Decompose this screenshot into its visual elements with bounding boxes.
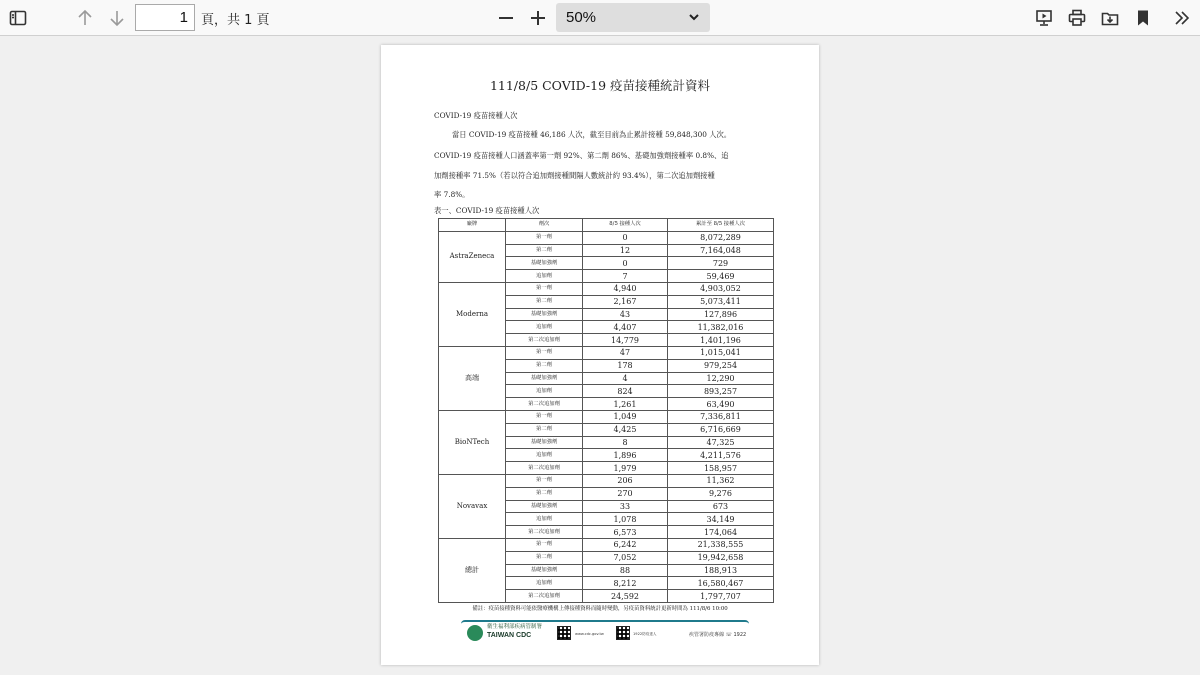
paragraph-line: 加劑接種率 71.5%（若以符合追加劑接種間隔人數統計約 93.4%），第二次追加劑接種 <box>434 171 715 180</box>
phone-icon: ☏ <box>725 632 732 638</box>
daily-count-cell: 4,407 <box>583 321 668 334</box>
table-row <box>439 538 774 551</box>
dose-cell: 基礎加強劑 <box>506 436 583 449</box>
footer-banner <box>461 620 749 643</box>
dose-cell: 追加劑 <box>506 449 583 462</box>
dose-cell: 追加劑 <box>506 385 583 398</box>
cumulative-count-cell: 8,072,289 <box>668 231 774 244</box>
cumulative-count-cell: 158,957 <box>668 462 774 475</box>
dose-cell: 第一劑 <box>506 410 583 423</box>
dose-cell: 第二次追加劑 <box>506 398 583 411</box>
brand-cell: 高端 <box>439 346 506 410</box>
cumulative-count-cell: 979,254 <box>668 359 774 372</box>
cumulative-count-cell: 893,257 <box>668 385 774 398</box>
zoom-select[interactable] <box>556 3 710 32</box>
document-page <box>381 45 819 665</box>
daily-count-cell: 1,078 <box>583 513 668 526</box>
cumulative-count-cell: 1,401,196 <box>668 334 774 347</box>
cumulative-count-cell: 47,325 <box>668 436 774 449</box>
cumulative-count-cell: 127,896 <box>668 308 774 321</box>
daily-count-cell: 14,779 <box>583 334 668 347</box>
daily-count-cell: 88 <box>583 564 668 577</box>
brand-cell: Moderna <box>439 282 506 346</box>
presentation-icon[interactable] <box>1030 4 1058 32</box>
chevron-down-icon <box>688 11 700 23</box>
daily-count-cell: 1,979 <box>583 462 668 475</box>
cumulative-count-cell: 1,015,041 <box>668 346 774 359</box>
dose-cell: 基礎加強劑 <box>506 500 583 513</box>
cumulative-count-cell: 21,338,555 <box>668 538 774 551</box>
cumulative-count-cell: 4,211,576 <box>668 449 774 462</box>
minus-icon[interactable] <box>492 4 520 32</box>
dose-cell: 第二劑 <box>506 423 583 436</box>
daily-count-cell: 270 <box>583 487 668 500</box>
table-note: 備註：疫苗接種資料可能依醫療機構上傳接種資料而隨時變動，另疫苗資料統計更新時間為 111/8/6 10:00 <box>472 606 728 612</box>
brand-cell: Novavax <box>439 474 506 538</box>
cumulative-count-cell: 7,336,811 <box>668 410 774 423</box>
daily-count-cell: 33 <box>583 500 668 513</box>
daily-count-cell: 24,592 <box>583 590 668 603</box>
cumulative-count-cell: 59,469 <box>668 270 774 283</box>
more-icon[interactable] <box>1168 4 1196 32</box>
dose-cell: 第一劑 <box>506 474 583 487</box>
arrow-down-icon[interactable] <box>103 4 131 32</box>
table-header: 8/5 接種人次 <box>583 219 668 232</box>
cumulative-count-cell: 188,913 <box>668 564 774 577</box>
cumulative-count-cell: 4,903,052 <box>668 282 774 295</box>
paragraph-line: COVID-19 疫苗接種人口涵蓋率第一劑 92%、第二劑 86%、基礎加強劑接種率 0.8%、追 <box>434 151 729 160</box>
dose-cell: 追加劑 <box>506 513 583 526</box>
cumulative-count-cell: 174,064 <box>668 526 774 539</box>
daily-count-cell: 12 <box>583 244 668 257</box>
line-label: 1922防疫達人 <box>633 632 657 636</box>
daily-count-cell: 6,573 <box>583 526 668 539</box>
hotline-text: 疾管署防疫專線 <box>689 632 725 638</box>
page-total-label: 頁，共 1 頁 <box>201 13 270 28</box>
cumulative-count-cell: 1,797,707 <box>668 590 774 603</box>
website-label: www.cdc.gov.tw <box>575 632 604 636</box>
vaccination-table <box>438 218 774 603</box>
table-row <box>439 231 774 244</box>
print-icon[interactable] <box>1063 4 1091 32</box>
plus-icon[interactable] <box>524 4 552 32</box>
dose-cell: 第二次追加劑 <box>506 334 583 347</box>
daily-count-cell: 0 <box>583 257 668 270</box>
cumulative-count-cell: 5,073,411 <box>668 295 774 308</box>
daily-count-cell: 2,167 <box>583 295 668 308</box>
table-body <box>439 231 774 602</box>
dose-cell: 第一劑 <box>506 282 583 295</box>
dose-cell: 第二劑 <box>506 359 583 372</box>
cumulative-count-cell: 34,149 <box>668 513 774 526</box>
cumulative-count-cell: 6,716,669 <box>668 423 774 436</box>
cumulative-count-cell: 729 <box>668 257 774 270</box>
dose-cell: 基礎加強劑 <box>506 372 583 385</box>
page-number-input[interactable]: 1 <box>135 4 195 31</box>
dose-cell: 第一劑 <box>506 231 583 244</box>
table-header-row <box>439 219 774 232</box>
dose-cell: 追加劑 <box>506 577 583 590</box>
dose-cell: 基礎加強劑 <box>506 308 583 321</box>
table-header: 累計至 8/5 接種人次 <box>668 219 774 232</box>
cumulative-count-cell: 7,164,048 <box>668 244 774 257</box>
daily-count-cell: 7,052 <box>583 551 668 564</box>
cumulative-count-cell: 11,382,016 <box>668 321 774 334</box>
bookmark-icon[interactable] <box>1129 4 1157 32</box>
arrow-up-icon[interactable] <box>71 4 99 32</box>
dose-cell: 基礎加強劑 <box>506 257 583 270</box>
daily-count-cell: 4,425 <box>583 423 668 436</box>
daily-count-cell: 1,896 <box>583 449 668 462</box>
daily-count-cell: 8 <box>583 436 668 449</box>
hotline-number: 1922 <box>733 632 747 638</box>
daily-count-cell: 1,049 <box>583 410 668 423</box>
dose-cell: 第一劑 <box>506 346 583 359</box>
daily-count-cell: 6,242 <box>583 538 668 551</box>
dose-cell: 第二次追加劑 <box>506 590 583 603</box>
zoom-value: 50% <box>566 9 597 26</box>
dose-cell: 第二次追加劑 <box>506 462 583 475</box>
dose-cell: 追加劑 <box>506 270 583 283</box>
dose-cell: 第二劑 <box>506 295 583 308</box>
daily-count-cell: 0 <box>583 231 668 244</box>
sidebar-toggle-icon[interactable] <box>4 4 32 32</box>
paragraph-line: 當日 COVID-19 疫苗接種 46,186 人次，截至目前為止累計接種 59,848,300 人次。 <box>452 130 732 139</box>
dose-cell: 追加劑 <box>506 321 583 334</box>
table-row <box>439 410 774 423</box>
qr-code-icon <box>557 626 571 640</box>
brand-cell: AstraZeneca <box>439 231 506 282</box>
cdc-logo <box>467 625 483 641</box>
dose-cell: 第一劑 <box>506 538 583 551</box>
daily-count-cell: 824 <box>583 385 668 398</box>
table-header: 廠牌 <box>439 219 506 232</box>
paragraph-line: 率 7.8%。 <box>434 190 470 199</box>
table-row <box>439 474 774 487</box>
brand-cell: BioNTech <box>439 410 506 474</box>
table-row <box>439 346 774 359</box>
dose-cell: 第二劑 <box>506 487 583 500</box>
cumulative-count-cell: 63,490 <box>668 398 774 411</box>
brand-cell: 總計 <box>439 538 506 602</box>
document-title: 111/8/5 COVID-19 疫苗接種統計資料 <box>489 78 711 93</box>
table-row <box>439 282 774 295</box>
dose-cell: 第二劑 <box>506 244 583 257</box>
cumulative-count-cell: 673 <box>668 500 774 513</box>
dose-cell: 第二次追加劑 <box>506 526 583 539</box>
daily-count-cell: 178 <box>583 359 668 372</box>
daily-count-cell: 4,940 <box>583 282 668 295</box>
cumulative-count-cell: 12,290 <box>668 372 774 385</box>
dose-cell: 基礎加強劑 <box>506 564 583 577</box>
hotline-label <box>689 631 746 638</box>
table-caption: 表一、COVID-19 疫苗接種人次 <box>434 206 540 215</box>
daily-count-cell: 4 <box>583 372 668 385</box>
cumulative-count-cell: 19,942,658 <box>668 551 774 564</box>
org-name-en: TAIWAN CDC <box>487 632 532 639</box>
daily-count-cell: 1,261 <box>583 398 668 411</box>
daily-count-cell: 8,212 <box>583 577 668 590</box>
pdf-toolbar <box>0 0 1200 36</box>
cumulative-count-cell: 16,580,467 <box>668 577 774 590</box>
cumulative-count-cell: 9,276 <box>668 487 774 500</box>
section-heading: COVID-19 疫苗接種人次 <box>434 111 518 120</box>
daily-count-cell: 7 <box>583 270 668 283</box>
daily-count-cell: 43 <box>583 308 668 321</box>
org-name: 衛生福利部疾病管制署 <box>487 624 543 630</box>
dose-cell: 第二劑 <box>506 551 583 564</box>
daily-count-cell: 47 <box>583 346 668 359</box>
save-icon[interactable] <box>1096 4 1124 32</box>
cumulative-count-cell: 11,362 <box>668 474 774 487</box>
daily-count-cell: 206 <box>583 474 668 487</box>
qr-code-icon <box>616 626 630 640</box>
table-header: 劑次 <box>506 219 583 232</box>
